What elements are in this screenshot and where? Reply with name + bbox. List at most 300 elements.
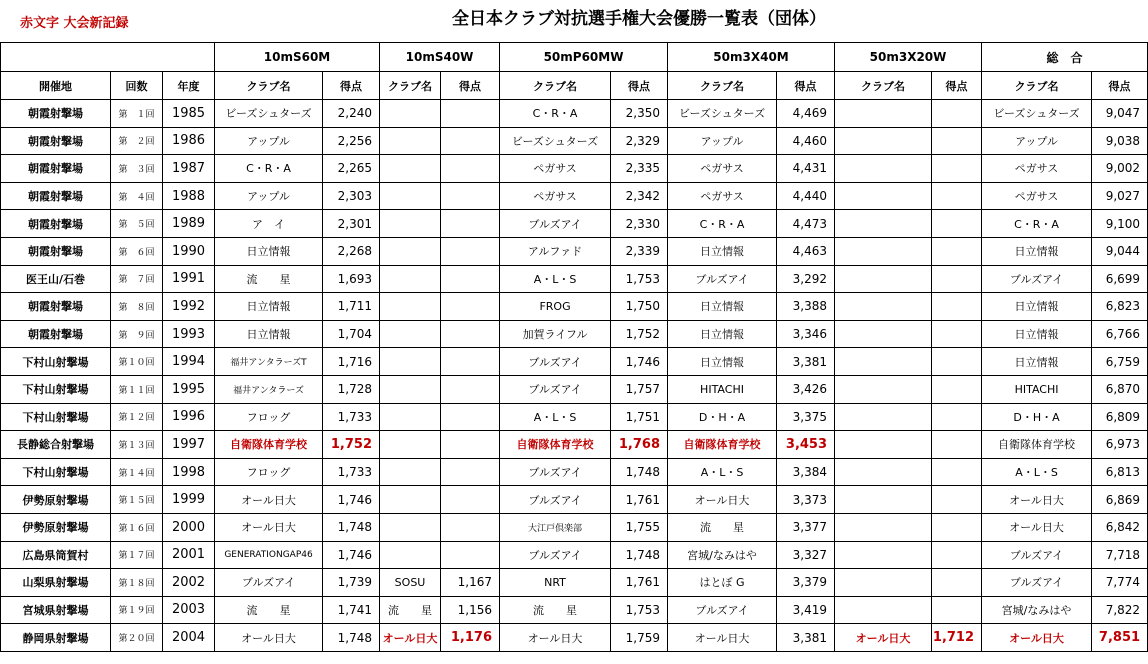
club-cell: 大江戸倶楽部 xyxy=(500,513,611,541)
club-cell: 日立情報 xyxy=(215,293,323,321)
score-cell xyxy=(441,155,500,183)
table-row xyxy=(1,458,1148,486)
score-cell: 2,335 xyxy=(611,155,668,183)
score-cell: 6,973 xyxy=(1092,431,1148,459)
club-cell: SOSU xyxy=(380,569,441,597)
score-cell xyxy=(441,320,500,348)
table-row xyxy=(1,513,1148,541)
score-cell: 3,384 xyxy=(777,458,835,486)
club-cell xyxy=(835,127,932,155)
table-row xyxy=(1,237,1148,265)
score-cell: 6,870 xyxy=(1092,375,1148,403)
club-cell: ペガサス xyxy=(500,182,611,210)
club-cell: 加賀ライフル xyxy=(500,320,611,348)
club-cell: 日立情報 xyxy=(668,348,777,376)
score-cell xyxy=(441,513,500,541)
round-cell: 第１８回 xyxy=(111,569,163,597)
club-cell xyxy=(835,569,932,597)
score-cell: 4,440 xyxy=(777,182,835,210)
club-cell: ブルズアイ xyxy=(500,375,611,403)
club-cell: ブルズアイ xyxy=(982,541,1092,569)
club-cell: ペガサス xyxy=(668,155,777,183)
venue-cell: 伊勢原射撃場 xyxy=(1,486,111,514)
round-cell: 第 ３回 xyxy=(111,155,163,183)
round-cell: 第１５回 xyxy=(111,486,163,514)
score-header: 得点 xyxy=(611,72,668,100)
club-cell xyxy=(835,210,932,238)
venue-cell: 下村山射撃場 xyxy=(1,348,111,376)
score-cell: 6,759 xyxy=(1092,348,1148,376)
score-cell: 1,748 xyxy=(323,513,380,541)
club-cell: フロッグ xyxy=(215,458,323,486)
round-cell: 第 １回 xyxy=(111,100,163,128)
score-cell: 1,156 xyxy=(441,596,500,624)
round-cell: 第 ７回 xyxy=(111,265,163,293)
header-corner xyxy=(1,43,215,72)
club-cell xyxy=(380,431,441,459)
club-cell: C・R・A xyxy=(668,210,777,238)
venue-cell: 朝霞射撃場 xyxy=(1,155,111,183)
round-cell: 第１６回 xyxy=(111,513,163,541)
score-cell: 6,823 xyxy=(1092,293,1148,321)
club-cell: ブルズアイ xyxy=(215,569,323,597)
club-cell: A・L・S xyxy=(500,403,611,431)
club-cell: D・H・A xyxy=(982,403,1092,431)
club-cell: ブルズアイ xyxy=(500,541,611,569)
score-cell: 1,761 xyxy=(611,486,668,514)
score-cell xyxy=(441,237,500,265)
score-cell: 2,330 xyxy=(611,210,668,238)
table-row xyxy=(1,624,1148,652)
club-cell xyxy=(835,458,932,486)
score-cell xyxy=(932,127,982,155)
club-cell: 日立情報 xyxy=(668,320,777,348)
score-cell: 3,292 xyxy=(777,265,835,293)
score-cell: 9,047 xyxy=(1092,100,1148,128)
score-cell: 2,256 xyxy=(323,127,380,155)
score-cell xyxy=(932,375,982,403)
score-cell: 1,693 xyxy=(323,265,380,293)
score-cell xyxy=(441,348,500,376)
table-row xyxy=(1,320,1148,348)
score-cell: 1,752 xyxy=(611,320,668,348)
score-cell: 2,342 xyxy=(611,182,668,210)
club-cell xyxy=(835,375,932,403)
year-cell: 1997 xyxy=(163,431,215,459)
club-cell: オール日大 xyxy=(215,513,323,541)
score-cell xyxy=(932,541,982,569)
score-cell: 3,419 xyxy=(777,596,835,624)
score-cell xyxy=(441,293,500,321)
score-cell: 9,002 xyxy=(1092,155,1148,183)
club-cell xyxy=(380,486,441,514)
round-cell: 第 ８回 xyxy=(111,293,163,321)
table-row xyxy=(1,486,1148,514)
score-cell xyxy=(441,458,500,486)
venue-header: 開催地 xyxy=(1,72,111,100)
club-cell: アップル xyxy=(215,182,323,210)
column-header-row xyxy=(1,72,1148,100)
club-cell: ビーズシュターズ xyxy=(982,100,1092,128)
round-cell: 第２０回 xyxy=(111,624,163,652)
score-cell: 1,728 xyxy=(323,375,380,403)
score-cell: 3,453 xyxy=(777,431,835,459)
score-cell: 1,761 xyxy=(611,569,668,597)
venue-cell: 下村山射撃場 xyxy=(1,375,111,403)
club-cell: はとぼ G xyxy=(668,569,777,597)
table-row xyxy=(1,403,1148,431)
club-cell xyxy=(380,265,441,293)
score-cell xyxy=(932,265,982,293)
score-cell xyxy=(441,486,500,514)
club-cell xyxy=(835,403,932,431)
club-cell: 日立情報 xyxy=(982,348,1092,376)
club-cell: GENERATIONGAP46 xyxy=(215,541,323,569)
year-cell: 2001 xyxy=(163,541,215,569)
score-header: 得点 xyxy=(441,72,500,100)
club-cell: ブルズアイ xyxy=(668,265,777,293)
club-cell: オール日大 xyxy=(668,624,777,652)
club-cell xyxy=(835,237,932,265)
table-row xyxy=(1,265,1148,293)
club-cell: A・L・S xyxy=(982,458,1092,486)
score-cell: 4,460 xyxy=(777,127,835,155)
round-header: 回数 xyxy=(111,72,163,100)
round-cell: 第１４回 xyxy=(111,458,163,486)
score-cell: 4,431 xyxy=(777,155,835,183)
event-header: 50m3X20W xyxy=(835,43,982,72)
score-cell xyxy=(932,596,982,624)
event-header: 10mS60M xyxy=(215,43,380,72)
club-cell: アップル xyxy=(668,127,777,155)
venue-cell: 朝霞射撃場 xyxy=(1,320,111,348)
club-cell xyxy=(835,431,932,459)
venue-cell: 伊勢原射撃場 xyxy=(1,513,111,541)
year-cell: 1987 xyxy=(163,155,215,183)
score-cell: 1,748 xyxy=(611,541,668,569)
score-cell xyxy=(932,320,982,348)
score-cell: 1,746 xyxy=(611,348,668,376)
club-cell: HITACHI xyxy=(668,375,777,403)
year-cell: 2000 xyxy=(163,513,215,541)
score-cell: 2,268 xyxy=(323,237,380,265)
score-cell: 1,733 xyxy=(323,458,380,486)
club-cell: 宮城/なみはや xyxy=(982,596,1092,624)
club-header: クラブ名 xyxy=(835,72,932,100)
year-cell: 1995 xyxy=(163,375,215,403)
club-cell: A・L・S xyxy=(500,265,611,293)
score-cell: 6,699 xyxy=(1092,265,1148,293)
score-cell: 1,733 xyxy=(323,403,380,431)
venue-cell: 医王山/石巻 xyxy=(1,265,111,293)
score-cell: 7,822 xyxy=(1092,596,1148,624)
score-cell xyxy=(441,431,500,459)
score-cell: 3,327 xyxy=(777,541,835,569)
year-cell: 1985 xyxy=(163,100,215,128)
score-cell xyxy=(932,100,982,128)
score-cell: 1,750 xyxy=(611,293,668,321)
table-row xyxy=(1,293,1148,321)
score-cell: 3,377 xyxy=(777,513,835,541)
score-cell xyxy=(932,210,982,238)
score-cell xyxy=(932,155,982,183)
club-cell xyxy=(380,237,441,265)
year-cell: 2004 xyxy=(163,624,215,652)
club-cell xyxy=(835,155,932,183)
club-cell xyxy=(380,127,441,155)
year-cell: 1986 xyxy=(163,127,215,155)
club-cell: NRT xyxy=(500,569,611,597)
club-cell: D・H・A xyxy=(668,403,777,431)
table-row xyxy=(1,596,1148,624)
score-cell: 1,746 xyxy=(323,486,380,514)
club-cell: オール日大 xyxy=(380,624,441,652)
round-cell: 第１９回 xyxy=(111,596,163,624)
club-cell: ブルズアイ xyxy=(500,458,611,486)
club-cell xyxy=(380,375,441,403)
score-cell: 1,759 xyxy=(611,624,668,652)
year-cell: 1989 xyxy=(163,210,215,238)
club-header: クラブ名 xyxy=(500,72,611,100)
record-legend: 赤文字 大会新記録 xyxy=(20,16,129,31)
club-cell: ア イ xyxy=(215,210,323,238)
score-cell xyxy=(932,403,982,431)
round-cell: 第 ５回 xyxy=(111,210,163,238)
club-cell xyxy=(380,210,441,238)
club-cell: FROG xyxy=(500,293,611,321)
score-cell xyxy=(441,541,500,569)
club-header: クラブ名 xyxy=(668,72,777,100)
score-header: 得点 xyxy=(932,72,982,100)
club-cell: ブルズアイ xyxy=(982,569,1092,597)
score-cell: 1,746 xyxy=(323,541,380,569)
club-header: クラブ名 xyxy=(982,72,1092,100)
club-cell: ビーズシュターズ xyxy=(500,127,611,155)
score-cell: 1,753 xyxy=(611,596,668,624)
club-cell: HITACHI xyxy=(982,375,1092,403)
venue-cell: 朝霞射撃場 xyxy=(1,127,111,155)
club-cell: 流 星 xyxy=(668,513,777,541)
year-cell: 1990 xyxy=(163,237,215,265)
table-row xyxy=(1,375,1148,403)
event-header: 50mP60MW xyxy=(500,43,668,72)
club-cell: オール日大 xyxy=(982,513,1092,541)
club-cell: ペガサス xyxy=(668,182,777,210)
score-cell xyxy=(932,431,982,459)
club-cell: オール日大 xyxy=(982,486,1092,514)
score-cell: 3,375 xyxy=(777,403,835,431)
score-cell: 3,373 xyxy=(777,486,835,514)
club-cell: C・R・A xyxy=(215,155,323,183)
score-cell: 1,716 xyxy=(323,348,380,376)
score-cell: 9,044 xyxy=(1092,237,1148,265)
score-cell: 2,240 xyxy=(323,100,380,128)
round-cell: 第１１回 xyxy=(111,375,163,403)
score-cell xyxy=(441,127,500,155)
score-cell: 1,751 xyxy=(611,403,668,431)
round-cell: 第 ９回 xyxy=(111,320,163,348)
club-cell: 福井アンタラーズT xyxy=(215,348,323,376)
score-cell xyxy=(441,182,500,210)
score-cell: 3,381 xyxy=(777,624,835,652)
club-cell: フロッグ xyxy=(215,403,323,431)
table-row xyxy=(1,127,1148,155)
score-cell xyxy=(932,486,982,514)
year-cell: 1993 xyxy=(163,320,215,348)
club-cell: アップル xyxy=(982,127,1092,155)
table-row xyxy=(1,348,1148,376)
year-cell: 1994 xyxy=(163,348,215,376)
year-cell: 2002 xyxy=(163,569,215,597)
score-cell: 1,753 xyxy=(611,265,668,293)
score-cell: 7,774 xyxy=(1092,569,1148,597)
table-row xyxy=(1,569,1148,597)
club-cell xyxy=(835,596,932,624)
club-cell xyxy=(380,348,441,376)
score-header: 得点 xyxy=(777,72,835,100)
score-cell xyxy=(932,348,982,376)
club-cell: ペガサス xyxy=(982,155,1092,183)
event-header: 50m3X40M xyxy=(668,43,835,72)
club-cell: 流 星 xyxy=(215,596,323,624)
table-row xyxy=(1,100,1148,128)
score-cell xyxy=(932,513,982,541)
club-cell: 自衛隊体育学校 xyxy=(215,431,323,459)
club-cell: ビーズシュターズ xyxy=(215,100,323,128)
club-cell: ブルズアイ xyxy=(982,265,1092,293)
venue-cell: 朝霞射撃場 xyxy=(1,100,111,128)
venue-cell: 山梨県射撃場 xyxy=(1,569,111,597)
score-cell xyxy=(932,458,982,486)
page-title: 全日本クラブ対抗選手権大会優勝一覧表（団体） xyxy=(452,9,826,29)
score-cell: 1,167 xyxy=(441,569,500,597)
score-cell xyxy=(441,100,500,128)
club-cell: アルファド xyxy=(500,237,611,265)
score-cell xyxy=(932,569,982,597)
club-cell: 日立情報 xyxy=(215,320,323,348)
club-cell: ビーズシュターズ xyxy=(668,100,777,128)
venue-cell: 朝霞射撃場 xyxy=(1,210,111,238)
round-cell: 第 ６回 xyxy=(111,237,163,265)
club-cell: 日立情報 xyxy=(982,293,1092,321)
venue-cell: 静岡県射撃場 xyxy=(1,624,111,652)
score-cell: 3,346 xyxy=(777,320,835,348)
table-row xyxy=(1,155,1148,183)
venue-cell: 下村山射撃場 xyxy=(1,458,111,486)
score-cell: 3,388 xyxy=(777,293,835,321)
round-cell: 第１７回 xyxy=(111,541,163,569)
club-cell: ペガサス xyxy=(982,182,1092,210)
club-cell xyxy=(835,265,932,293)
score-cell: 1,739 xyxy=(323,569,380,597)
score-cell: 1,176 xyxy=(441,624,500,652)
event-header: 総 合 xyxy=(982,43,1148,72)
score-cell: 3,426 xyxy=(777,375,835,403)
score-cell: 1,755 xyxy=(611,513,668,541)
club-cell: オール日大 xyxy=(215,486,323,514)
event-header-row xyxy=(1,43,1148,72)
score-header: 得点 xyxy=(323,72,380,100)
club-cell: 日立情報 xyxy=(668,237,777,265)
club-cell: ブルズアイ xyxy=(500,210,611,238)
club-cell xyxy=(380,320,441,348)
club-cell: ブルズアイ xyxy=(500,348,611,376)
score-cell: 9,027 xyxy=(1092,182,1148,210)
venue-cell: 朝霞射撃場 xyxy=(1,182,111,210)
table-body xyxy=(1,100,1148,652)
score-cell: 4,469 xyxy=(777,100,835,128)
club-cell: 日立情報 xyxy=(982,237,1092,265)
score-cell: 3,381 xyxy=(777,348,835,376)
score-cell: 1,768 xyxy=(611,431,668,459)
score-cell: 4,463 xyxy=(777,237,835,265)
score-cell: 1,711 xyxy=(323,293,380,321)
score-cell: 2,350 xyxy=(611,100,668,128)
score-cell: 9,038 xyxy=(1092,127,1148,155)
score-cell: 1,752 xyxy=(323,431,380,459)
club-cell: オール日大 xyxy=(835,624,932,652)
score-cell xyxy=(932,293,982,321)
club-cell: オール日大 xyxy=(500,624,611,652)
club-cell: オール日大 xyxy=(668,486,777,514)
club-cell: 流 星 xyxy=(380,596,441,624)
champions-table xyxy=(0,42,1148,652)
score-cell: 6,809 xyxy=(1092,403,1148,431)
year-cell: 1998 xyxy=(163,458,215,486)
club-cell: アップル xyxy=(215,127,323,155)
club-cell: 日立情報 xyxy=(982,320,1092,348)
round-cell: 第 ２回 xyxy=(111,127,163,155)
table-row xyxy=(1,210,1148,238)
venue-cell: 広島県筒賀村 xyxy=(1,541,111,569)
score-cell: 6,842 xyxy=(1092,513,1148,541)
club-cell: ブルズアイ xyxy=(500,486,611,514)
year-header: 年度 xyxy=(163,72,215,100)
year-cell: 1988 xyxy=(163,182,215,210)
venue-cell: 朝霞射撃場 xyxy=(1,293,111,321)
venue-cell: 宮城県射撃場 xyxy=(1,596,111,624)
club-cell: 日立情報 xyxy=(668,293,777,321)
score-cell: 1,748 xyxy=(611,458,668,486)
score-cell xyxy=(932,237,982,265)
club-cell xyxy=(835,182,932,210)
table-row xyxy=(1,541,1148,569)
score-cell: 3,379 xyxy=(777,569,835,597)
club-cell: 自衛隊体育学校 xyxy=(982,431,1092,459)
score-cell xyxy=(441,210,500,238)
score-cell: 6,766 xyxy=(1092,320,1148,348)
year-cell: 2003 xyxy=(163,596,215,624)
score-cell: 1,704 xyxy=(323,320,380,348)
club-cell: 自衛隊体育学校 xyxy=(668,431,777,459)
club-cell: C・R・A xyxy=(982,210,1092,238)
score-cell: 1,748 xyxy=(323,624,380,652)
club-cell xyxy=(835,541,932,569)
score-cell: 7,718 xyxy=(1092,541,1148,569)
club-cell xyxy=(835,348,932,376)
club-header: クラブ名 xyxy=(380,72,441,100)
club-cell xyxy=(835,486,932,514)
club-cell xyxy=(380,155,441,183)
club-cell xyxy=(835,320,932,348)
year-cell: 1996 xyxy=(163,403,215,431)
club-cell xyxy=(380,513,441,541)
club-cell: ブルズアイ xyxy=(668,596,777,624)
score-cell xyxy=(932,182,982,210)
club-cell: 自衛隊体育学校 xyxy=(500,431,611,459)
venue-cell: 朝霞射撃場 xyxy=(1,237,111,265)
club-cell xyxy=(380,293,441,321)
